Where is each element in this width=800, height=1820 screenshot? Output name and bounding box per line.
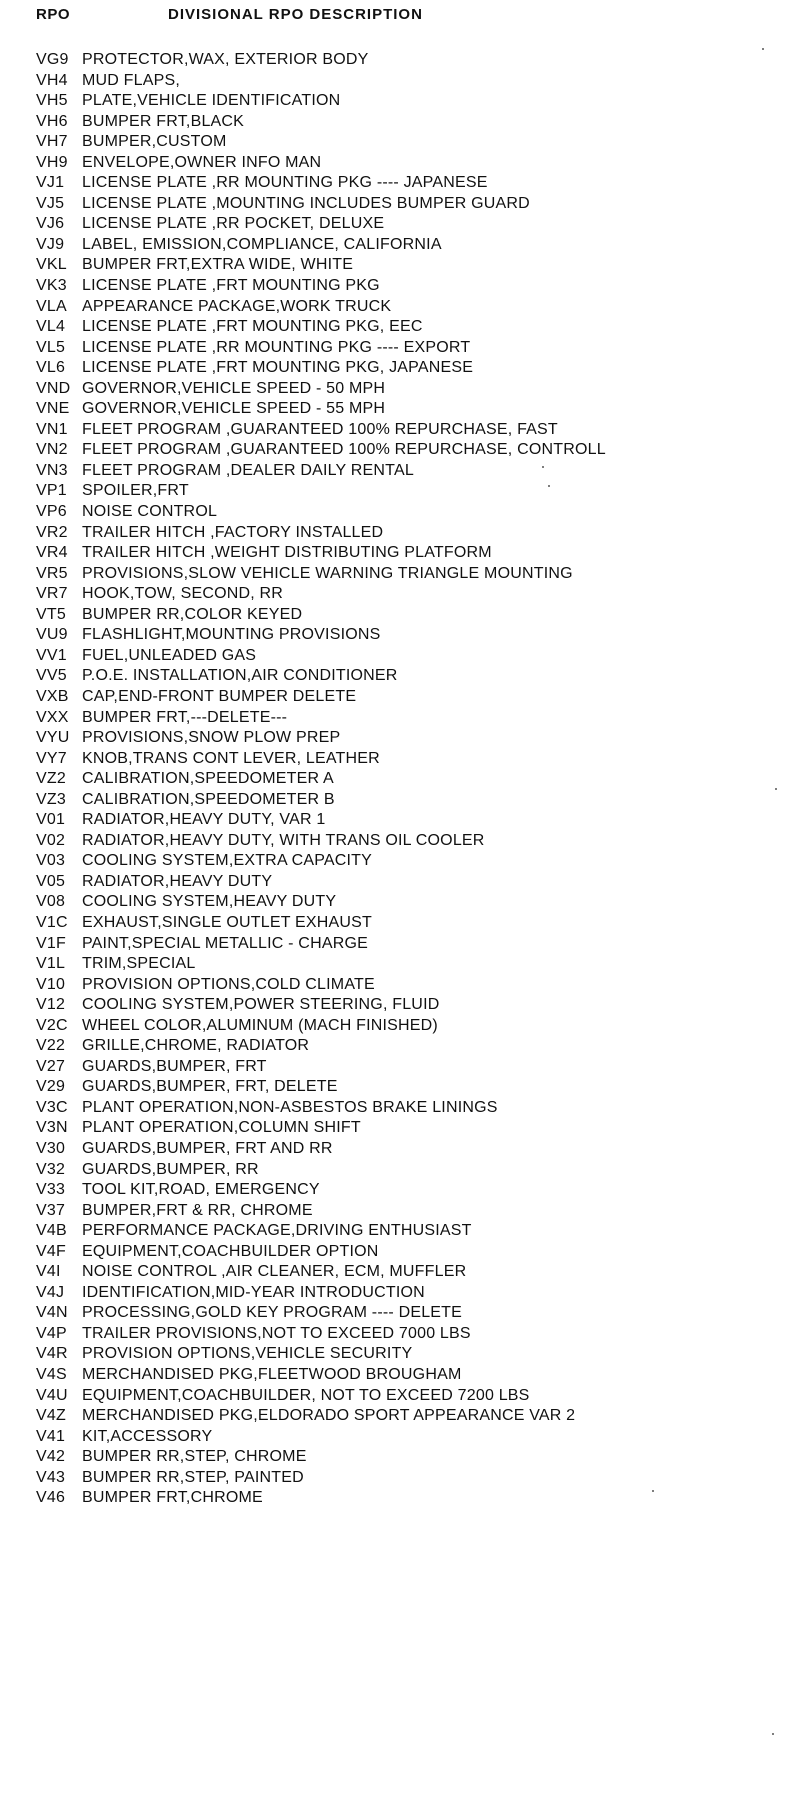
rpo-code: VR7 — [36, 585, 68, 603]
rpo-description: TRAILER HITCH ,FACTORY INSTALLED — [82, 523, 384, 541]
table-row — [0, 790, 800, 811]
table-row — [0, 975, 800, 996]
table-row — [0, 749, 800, 770]
table-row — [0, 1488, 800, 1509]
rpo-code: V4Z — [36, 1407, 66, 1425]
table-row — [0, 194, 800, 215]
rpo-description: TRIM,SPECIAL — [82, 955, 196, 973]
scan-speck — [772, 1733, 774, 1735]
rpo-code: V2C — [36, 1016, 68, 1034]
rpo-code: VR2 — [36, 523, 68, 541]
rpo-description: PERFORMANCE PACKAGE,DRIVING ENTHUSIAST — [82, 1222, 472, 1240]
rpo-code: VT5 — [36, 605, 66, 623]
table-row — [0, 1160, 800, 1181]
rpo-description: WHEEL COLOR,ALUMINUM (MACH FINISHED) — [82, 1016, 438, 1034]
rpo-code: V08 — [36, 893, 66, 911]
rpo-code: V4I — [36, 1263, 61, 1281]
rpo-description: COOLING SYSTEM,EXTRA CAPACITY — [82, 852, 373, 870]
rpo-description: PAINT,SPECIAL METALLIC - CHARGE — [82, 934, 368, 952]
table-row — [0, 399, 800, 420]
rpo-description: BUMPER RR,COLOR KEYED — [82, 605, 303, 623]
rpo-description: EQUIPMENT,COACHBUILDER OPTION — [82, 1242, 379, 1260]
rpo-code: V05 — [36, 872, 66, 890]
table-row — [0, 934, 800, 955]
rpo-description: FLEET PROGRAM ,GUARANTEED 100% REPURCHASE, CONTROLL — [82, 441, 606, 459]
table-row — [0, 728, 800, 749]
table-row — [0, 338, 800, 359]
rpo-code: VN2 — [36, 441, 68, 459]
rpo-description: SPOILER,FRT — [82, 482, 189, 500]
rpo-code: VXX — [36, 708, 69, 726]
rpo-code: V4F — [36, 1242, 66, 1260]
rpo-code: VH4 — [36, 71, 68, 89]
rpo-code: VKL — [36, 256, 67, 274]
table-row — [0, 1283, 800, 1304]
rpo-code: VP6 — [36, 503, 67, 521]
rpo-code: V32 — [36, 1160, 66, 1178]
rpo-code: VL5 — [36, 338, 66, 356]
rpo-description: GUARDS,BUMPER, FRT — [82, 1057, 267, 1075]
table-row — [0, 1139, 800, 1160]
table-row — [0, 502, 800, 523]
table-row — [0, 605, 800, 626]
table-row — [0, 1406, 800, 1427]
rpo-description: FLEET PROGRAM ,DEALER DAILY RENTAL — [82, 461, 414, 479]
table-row — [0, 317, 800, 338]
rpo-description: GOVERNOR,VEHICLE SPEED - 50 MPH — [82, 379, 386, 397]
rpo-code: VLA — [36, 297, 67, 315]
rpo-code: VZ2 — [36, 770, 66, 788]
rpo-description: HOOK,TOW, SECOND, RR — [82, 585, 284, 603]
table-row — [0, 687, 800, 708]
table-row — [0, 1077, 800, 1098]
rpo-description: TRAILER PROVISIONS,NOT TO EXCEED 7000 LBS — [82, 1324, 471, 1342]
rpo-code: VH7 — [36, 133, 68, 151]
table-row — [0, 1098, 800, 1119]
rpo-description: KIT,ACCESSORY — [82, 1427, 213, 1445]
rpo-code: VJ1 — [36, 174, 65, 192]
rpo-code: VV5 — [36, 667, 67, 685]
rpo-code: V1F — [36, 934, 66, 952]
rpo-description: PROVISION OPTIONS,COLD CLIMATE — [82, 975, 375, 993]
rpo-description: LICENSE PLATE ,RR POCKET, DELUXE — [82, 215, 385, 233]
table-row — [0, 214, 800, 235]
table-row — [0, 831, 800, 852]
table-row — [0, 646, 800, 667]
rpo-description: GUARDS,BUMPER, FRT, DELETE — [82, 1078, 338, 1096]
table-row — [0, 1036, 800, 1057]
rpo-code: V1L — [36, 955, 66, 973]
rpo-description: KNOB,TRANS CONT LEVER, LEATHER — [82, 749, 380, 767]
rpo-code: VU9 — [36, 626, 68, 644]
rpo-description: ENVELOPE,OWNER INFO MAN — [82, 153, 322, 171]
table-row — [0, 1324, 800, 1345]
rpo-description: CALIBRATION,SPEEDOMETER B — [82, 790, 335, 808]
rpo-description: LICENSE PLATE ,MOUNTING INCLUDES BUMPER GUARD — [82, 194, 530, 212]
rpo-code: VZ3 — [36, 790, 66, 808]
table-row — [0, 1344, 800, 1365]
rpo-description: BUMPER FRT,---DELETE--- — [82, 708, 288, 726]
table-row — [0, 1468, 800, 1489]
rpo-description: BUMPER FRT,BLACK — [82, 112, 245, 130]
rpo-code: VR4 — [36, 544, 68, 562]
rpo-code: V10 — [36, 975, 66, 993]
rpo-code: VL4 — [36, 318, 66, 336]
table-row — [0, 379, 800, 400]
rpo-description: FUEL,UNLEADED GAS — [82, 646, 257, 664]
table-row — [0, 91, 800, 112]
rpo-code: V4U — [36, 1386, 68, 1404]
rpo-description: TRAILER HITCH ,WEIGHT DISTRIBUTING PLATFORM — [82, 544, 492, 562]
table-row — [0, 440, 800, 461]
table-row — [0, 1118, 800, 1139]
rpo-description: IDENTIFICATION,MID-YEAR INTRODUCTION — [82, 1283, 425, 1301]
table-row — [0, 1365, 800, 1386]
rpo-code: V3N — [36, 1119, 68, 1137]
rpo-description: CAP,END-FRONT BUMPER DELETE — [82, 687, 357, 705]
rpo-code: VJ5 — [36, 194, 65, 212]
rpo-list — [0, 50, 800, 1509]
rpo-code: V4R — [36, 1345, 68, 1363]
rpo-code: VP1 — [36, 482, 67, 500]
rpo-description: MUD FLAPS, — [82, 71, 181, 89]
rpo-description: GUARDS,BUMPER, RR — [82, 1160, 259, 1178]
rpo-code: V43 — [36, 1468, 66, 1486]
rpo-code: VXB — [36, 687, 69, 705]
table-row — [0, 708, 800, 729]
rpo-code: VH5 — [36, 92, 68, 110]
rpo-code: VN3 — [36, 461, 68, 479]
rpo-code: V4B — [36, 1222, 67, 1240]
rpo-code: VR5 — [36, 564, 68, 582]
rpo-description: GUARDS,BUMPER, FRT AND RR — [82, 1139, 333, 1157]
table-row — [0, 564, 800, 585]
rpo-description: PROVISION OPTIONS,VEHICLE SECURITY — [82, 1345, 413, 1363]
rpo-description: FLASHLIGHT,MOUNTING PROVISIONS — [82, 626, 381, 644]
table-row — [0, 954, 800, 975]
rpo-description: BUMPER RR,STEP, PAINTED — [82, 1468, 304, 1486]
table-row — [0, 1242, 800, 1263]
scan-speck — [548, 485, 550, 487]
scan-speck — [762, 48, 764, 50]
table-row — [0, 112, 800, 133]
table-row — [0, 625, 800, 646]
rpo-description: RADIATOR,HEAVY DUTY, VAR 1 — [82, 811, 326, 829]
table-row — [0, 913, 800, 934]
scan-speck — [775, 788, 777, 790]
rpo-description: LICENSE PLATE ,RR MOUNTING PKG ---- JAPANESE — [82, 174, 488, 192]
rpo-code: VK3 — [36, 277, 67, 295]
rpo-description: PROCESSING,GOLD KEY PROGRAM ---- DELETE — [82, 1304, 463, 1322]
table-row — [0, 995, 800, 1016]
table-row — [0, 297, 800, 318]
rpo-description: LICENSE PLATE ,FRT MOUNTING PKG, EEC — [82, 318, 423, 336]
rpo-code: V22 — [36, 1037, 66, 1055]
rpo-description: PLANT OPERATION,NON-ASBESTOS BRAKE LININGS — [82, 1098, 498, 1116]
rpo-description: TOOL KIT,ROAD, EMERGENCY — [82, 1181, 320, 1199]
table-row — [0, 1386, 800, 1407]
rpo-code: V41 — [36, 1427, 66, 1445]
rpo-description: NOISE CONTROL — [82, 503, 218, 521]
table-row — [0, 584, 800, 605]
rpo-description: BUMPER FRT,CHROME — [82, 1489, 263, 1507]
rpo-code: V03 — [36, 852, 66, 870]
rpo-description: LABEL, EMISSION,COMPLIANCE, CALIFORNIA — [82, 235, 442, 253]
rpo-code: V30 — [36, 1139, 66, 1157]
table-row — [0, 276, 800, 297]
rpo-code: V37 — [36, 1201, 66, 1219]
rpo-description: NOISE CONTROL ,AIR CLEANER, ECM, MUFFLER — [82, 1263, 467, 1281]
rpo-description: RADIATOR,HEAVY DUTY, WITH TRANS OIL COOLER — [82, 831, 485, 849]
rpo-description: BUMPER FRT,EXTRA WIDE, WHITE — [82, 256, 354, 274]
rpo-description: LICENSE PLATE ,RR MOUNTING PKG ---- EXPORT — [82, 338, 471, 356]
rpo-description: MERCHANDISED PKG,FLEETWOOD BROUGHAM — [82, 1366, 462, 1383]
rpo-code: VH9 — [36, 153, 68, 171]
rpo-code: V42 — [36, 1448, 66, 1466]
table-row — [0, 543, 800, 564]
table-row — [0, 153, 800, 174]
rpo-code: VH6 — [36, 112, 68, 130]
table-row — [0, 461, 800, 482]
table-row — [0, 1447, 800, 1468]
rpo-code: V12 — [36, 996, 66, 1014]
rpo-code: VL6 — [36, 359, 66, 377]
rpo-description: EXHAUST,SINGLE OUTLET EXHAUST — [82, 913, 373, 931]
rpo-description: COOLING SYSTEM,HEAVY DUTY — [82, 893, 337, 911]
rpo-description: PLANT OPERATION,COLUMN SHIFT — [82, 1119, 361, 1137]
table-row — [0, 872, 800, 893]
rpo-description: BUMPER,CUSTOM — [82, 133, 227, 151]
rpo-description: PROVISIONS,SLOW VEHICLE WARNING TRIANGLE MOUNTING — [82, 564, 573, 582]
table-row — [0, 132, 800, 153]
table-row — [0, 1180, 800, 1201]
rpo-code: VND — [36, 379, 71, 397]
rpo-code: V4P — [36, 1324, 67, 1342]
rpo-description: BUMPER,FRT & RR, CHROME — [82, 1201, 313, 1219]
rpo-code: VY7 — [36, 749, 67, 767]
rpo-code: V1C — [36, 913, 68, 931]
rpo-code: VV1 — [36, 646, 67, 664]
table-row — [0, 1262, 800, 1283]
rpo-description: CALIBRATION,SPEEDOMETER A — [82, 770, 334, 788]
rpo-description: FLEET PROGRAM ,GUARANTEED 100% REPURCHASE, FAST — [82, 420, 558, 438]
table-row — [0, 769, 800, 790]
table-row — [0, 1303, 800, 1324]
rpo-code: V29 — [36, 1078, 66, 1096]
rpo-description: GRILLE,CHROME, RADIATOR — [82, 1037, 310, 1055]
scan-speck — [652, 1490, 654, 1492]
table-row — [0, 810, 800, 831]
rpo-description: APPEARANCE PACKAGE,WORK TRUCK — [82, 297, 392, 315]
rpo-code: V46 — [36, 1489, 66, 1507]
rpo-code: V01 — [36, 811, 66, 829]
rpo-description: BUMPER RR,STEP, CHROME — [82, 1448, 307, 1466]
rpo-description: P.O.E. INSTALLATION,AIR CONDITIONER — [82, 667, 398, 685]
table-row — [0, 1016, 800, 1037]
header-description-label: DIVISIONAL RPO DESCRIPTION — [168, 6, 423, 23]
header-rpo-label: RPO — [36, 6, 71, 23]
rpo-description: RADIATOR,HEAVY DUTY — [82, 872, 273, 890]
rpo-code: V3C — [36, 1098, 68, 1116]
rpo-description: GOVERNOR,VEHICLE SPEED - 55 MPH — [82, 400, 386, 418]
rpo-description: PLATE,VEHICLE IDENTIFICATION — [82, 92, 341, 110]
rpo-description: MERCHANDISED PKG,ELDORADO SPORT APPEARANCE VAR 2 — [82, 1407, 576, 1425]
scan-speck — [542, 466, 544, 468]
table-row — [0, 358, 800, 379]
table-row — [0, 71, 800, 92]
rpo-code: V33 — [36, 1181, 66, 1199]
rpo-code: V4J — [36, 1283, 65, 1301]
table-row — [0, 235, 800, 256]
table-row — [0, 851, 800, 872]
rpo-code: VG9 — [36, 51, 69, 68]
rpo-code: V27 — [36, 1057, 66, 1075]
table-row — [0, 892, 800, 913]
table-header — [0, 6, 800, 32]
table-row — [0, 173, 800, 194]
rpo-code: V02 — [36, 831, 66, 849]
rpo-description: LICENSE PLATE ,FRT MOUNTING PKG — [82, 277, 380, 295]
table-row — [0, 420, 800, 441]
table-row — [0, 523, 800, 544]
rpo-description: COOLING SYSTEM,POWER STEERING, FLUID — [82, 996, 440, 1014]
rpo-code: VNE — [36, 400, 70, 418]
rpo-code: VJ9 — [36, 235, 65, 253]
table-row — [0, 1201, 800, 1222]
rpo-description: LICENSE PLATE ,FRT MOUNTING PKG, JAPANESE — [82, 359, 474, 377]
table-row — [0, 481, 800, 502]
rpo-code: VN1 — [36, 420, 68, 438]
rpo-description: PROVISIONS,SNOW PLOW PREP — [82, 729, 341, 747]
rpo-code: VJ6 — [36, 215, 65, 233]
table-row — [0, 1427, 800, 1448]
rpo-description: EQUIPMENT,COACHBUILDER, NOT TO EXCEED 7200 LBS — [82, 1386, 530, 1404]
table-row — [0, 1221, 800, 1242]
table-row — [0, 255, 800, 276]
rpo-description: PROTECTOR,WAX, EXTERIOR BODY — [82, 51, 369, 68]
rpo-code: VYU — [36, 729, 70, 747]
table-row — [0, 666, 800, 687]
rpo-code: V4N — [36, 1304, 68, 1322]
table-row — [0, 50, 800, 71]
table-row — [0, 1057, 800, 1078]
rpo-code: V4S — [36, 1366, 67, 1383]
